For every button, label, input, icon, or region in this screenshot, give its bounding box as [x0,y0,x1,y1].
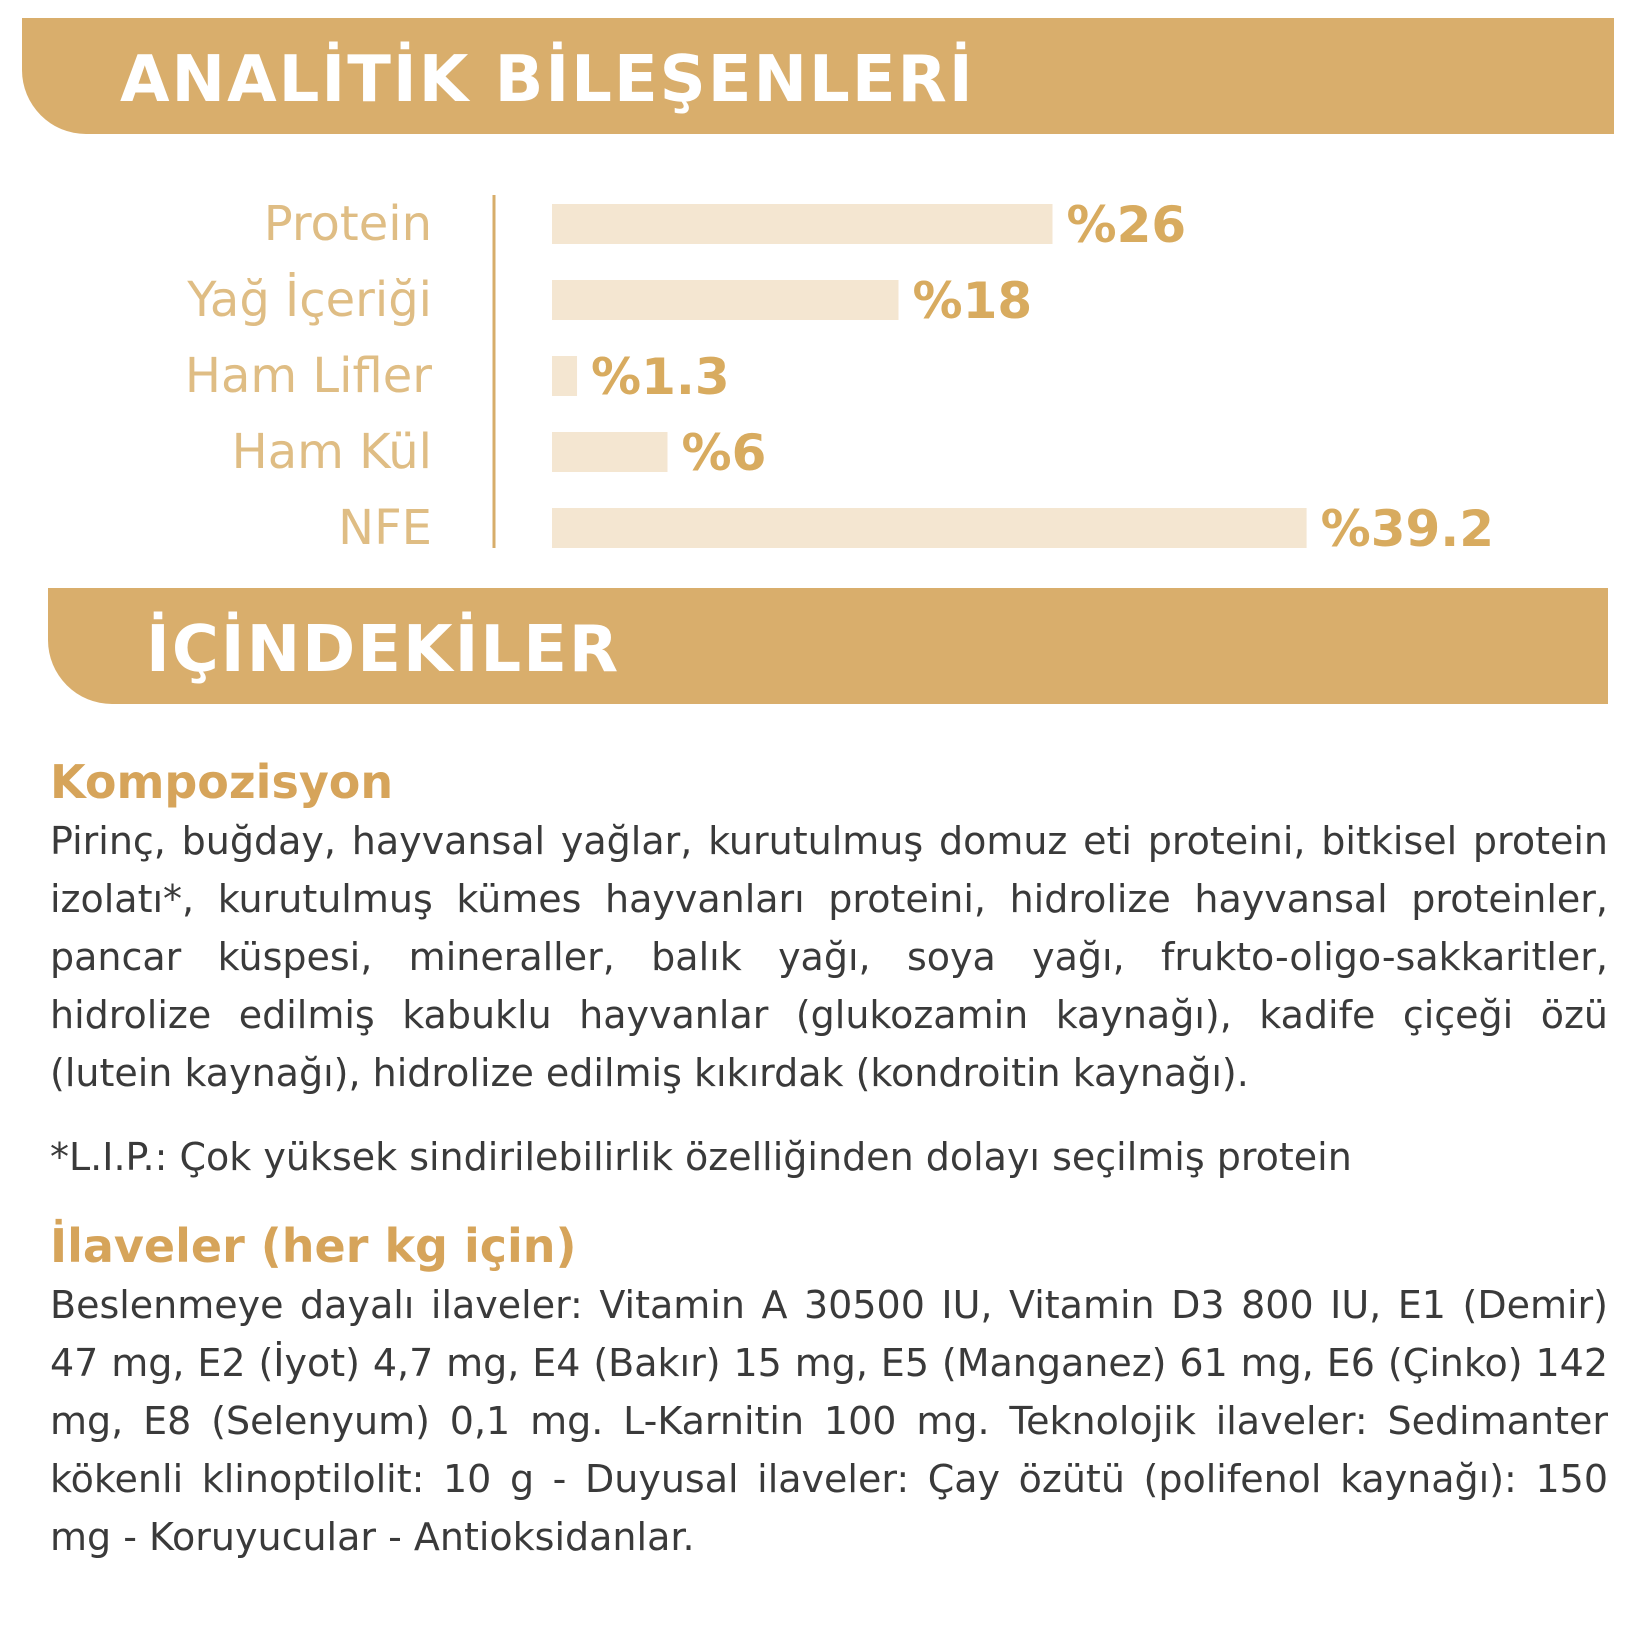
value-label: %1.3 [591,348,730,406]
value-label: %6 [681,424,767,482]
analysis-banner [22,18,1614,134]
lip-note: *L.I.P.: Çok yüksek sindirilebilirlik özelliğinden dolayı seçilmiş protein [50,1135,1352,1179]
ingredients-banner [48,588,1608,704]
category-label: Yağ İçeriği [187,272,432,328]
bar [552,204,1053,244]
bar [552,508,1307,548]
bar [552,432,668,472]
ingredients-title: İÇİNDEKİLER [146,613,621,687]
value-label: %39.2 [1320,500,1495,558]
category-label: NFE [338,500,432,556]
composition-title: Kompozisyon [50,755,394,809]
composition-text: Pirinç, buğday, hayvansal yağlar, kurutulmuş domuz eti proteini, bitkisel protein izolatı*, kurutulmuş kümes hayvanları proteini, hidrolize hayvansal proteinler, pancar küspesi, mineraller, balık yağı, soya yağı, frukto-oligo-sakkaritler, hidrolize edilmiş kabuklu hayvanlar (glukozamin kaynağı), kadife çiçeği özü (lutein kaynağı), hidrolize edilmiş kıkırdak (kondroitin kaynağı). [50,819,1608,1095]
additives-text: Beslenmeye dayalı ilaveler: Vitamin A 30500 IU, Vitamin D3 800 IU, E1 (Demir) 47 mg, E2 (İyot) 4,7 mg, E4 (Bakır) 15 mg, E5 (Manganez) 61 mg, E6 (Çinko) 142 mg, E8 (Selenyum) 0,1 mg. L-Karnitin 100 mg. Teknolojik ilaveler: Sedimanter kökenli klinoptilolit: 10 g - Duyusal ilaveler: Çay özütü (polifenol kaynağı): 150 mg - Koruyucular - Antioksidanlar. [50,1283,1608,1559]
analysis-title: ANALİTİK BİLEŞENLERİ [120,43,975,117]
bar [552,356,577,396]
additives-title: İlaveler (her kg için) [50,1219,577,1273]
category-label: Protein [263,196,432,252]
analysis-bar-chart [0,180,1650,560]
analysis-chart [0,180,1650,560]
value-label: %26 [1066,196,1187,254]
ingredients-content [50,752,1608,1566]
category-label: Ham Lifler [184,348,432,404]
value-label: %18 [912,272,1033,330]
category-label: Ham Kül [231,424,432,480]
bar [552,280,899,320]
